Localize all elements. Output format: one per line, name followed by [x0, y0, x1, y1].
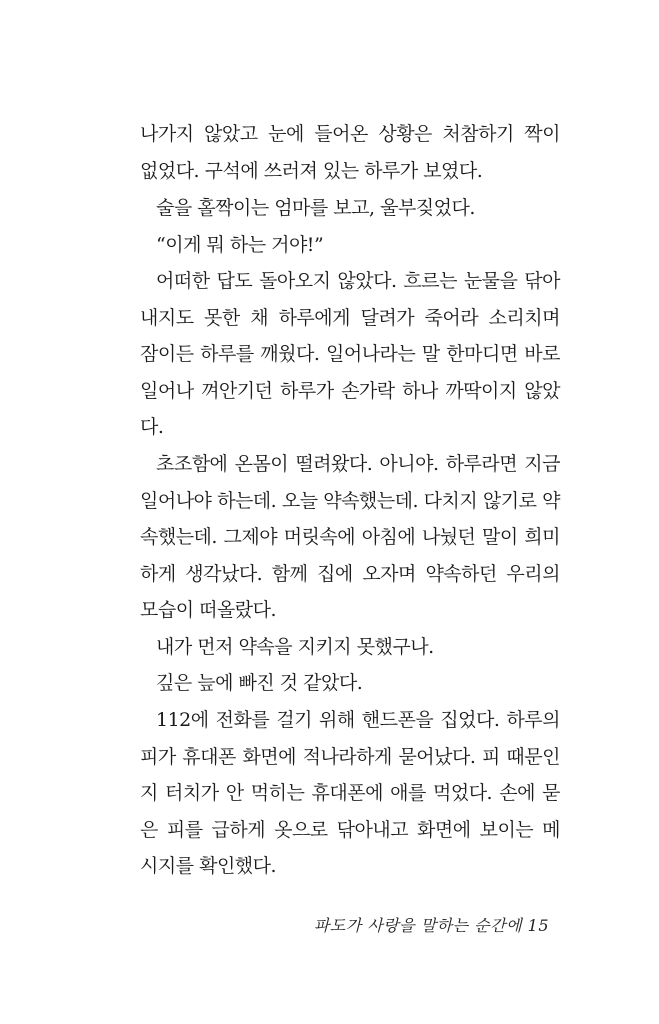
- text-line: 나가지 않았고 눈에 들어온 상황은 처참하기 짝이: [140, 123, 560, 145]
- text-line: “이게 뭐 하는 거야!”: [156, 234, 324, 256]
- text-line: 어떠한 답도 돌아오지 않았다. 흐르는 눈물을 닦아: [156, 270, 560, 292]
- page-footer: [314, 913, 549, 936]
- text-line: 깊은 늪에 빠진 것 같았다.: [156, 672, 363, 694]
- text-line: 속했는데. 그제야 머릿속에 아침에 나눴던 말이 희미: [140, 526, 560, 548]
- text-line: 일어나 껴안기던 하루가 손가락 하나 까딱이지 않았: [140, 380, 560, 402]
- text-line: 잠이든 하루를 깨웠다. 일어나라는 말 한마디면 바로: [140, 343, 560, 365]
- text-line: 지 터치가 안 먹히는 휴대폰에 애를 먹었다. 손에 묻: [140, 782, 560, 804]
- text-line: 초조함에 온몸이 떨려왔다. 아니야. 하루라면 지금: [156, 453, 560, 475]
- text-line: 피가 휴대폰 화면에 적나라하게 묻어났다. 피 때문인: [140, 746, 560, 768]
- page-number: 15: [527, 916, 549, 935]
- text-line: 다.: [140, 416, 164, 438]
- text-line: 112에 전화를 걸기 위해 핸드폰을 집었다. 하루의: [156, 709, 560, 731]
- text-line: 내지도 못한 채 하루에게 달려가 죽어라 소리치며: [140, 307, 560, 329]
- text-line: 시지를 확인했다.: [140, 855, 277, 877]
- text-line: 하게 생각났다. 함께 집에 오자며 약속하던 우리의: [140, 563, 560, 585]
- text-line: 없었다. 구석에 쓰러져 있는 하루가 보였다.: [140, 160, 483, 182]
- text-line: 은 피를 급하게 옷으로 닦아내고 화면에 보이는 메: [140, 819, 560, 841]
- text-line: 일어나야 하는데. 오늘 약속했는데. 다치지 않기로 약: [140, 490, 560, 512]
- text-line: 모습이 떠올랐다.: [140, 599, 277, 621]
- text-line: 술을 홀짝이는 엄마를 보고, 울부짖었다.: [156, 197, 475, 219]
- text-line: 내가 먼저 약속을 지키지 못했구나.: [156, 636, 434, 658]
- running-title: 파도가 사랑을 말하는 순간에: [313, 916, 523, 935]
